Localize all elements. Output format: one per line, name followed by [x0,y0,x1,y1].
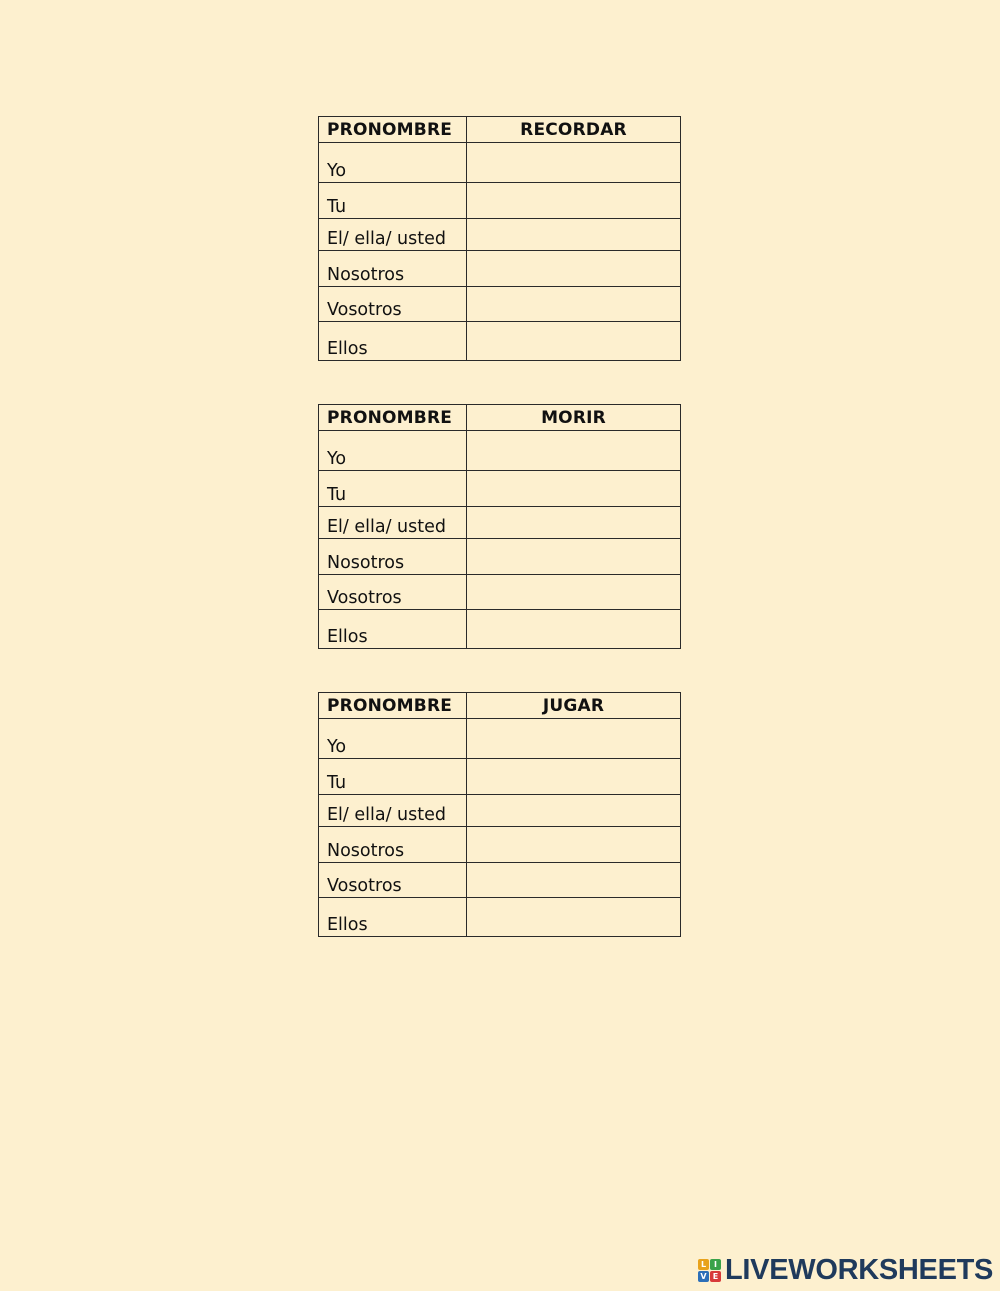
verb-header: RECORDAR [467,117,681,143]
logo-mark-v: V [698,1271,709,1282]
answer-cell[interactable] [467,827,681,863]
table-header-row [319,405,681,431]
table-row [319,471,681,507]
pronoun-cell: Vosotros [319,287,467,322]
pronoun-cell: Ellos [319,898,467,937]
verb-header: MORIR [467,405,681,431]
logo-mark-i: I [710,1259,721,1270]
logo-mark-e: E [710,1271,721,1282]
table-row [319,322,681,361]
answer-cell[interactable] [467,759,681,795]
answer-cell[interactable] [467,322,681,361]
pronoun-cell: Nosotros [319,251,467,287]
answer-cell[interactable] [467,795,681,827]
pronoun-cell: Nosotros [319,827,467,863]
answer-cell[interactable] [467,610,681,649]
table-row [319,759,681,795]
pronoun-cell: El/ ella/ usted [319,507,467,539]
answer-cell[interactable] [467,183,681,219]
answer-cell[interactable] [467,719,681,759]
conjugation-table-morir [318,404,681,649]
pronoun-cell: Nosotros [319,539,467,575]
table-row [319,507,681,539]
pronoun-header: PRONOMBRE [319,693,467,719]
table-row [319,539,681,575]
table-row [319,219,681,251]
answer-cell[interactable] [467,287,681,322]
pronoun-cell: Yo [319,143,467,183]
conjugation-table-jugar [318,692,681,937]
pronoun-cell: Yo [319,431,467,471]
pronoun-cell: Yo [319,719,467,759]
pronoun-cell: Tu [319,183,467,219]
table-row [319,575,681,610]
answer-cell[interactable] [467,219,681,251]
answer-cell[interactable] [467,251,681,287]
logo-mark-l: L [698,1259,709,1270]
table-row [319,898,681,937]
pronoun-cell: Tu [319,759,467,795]
logo-text: LIVEWORKSHEETS [725,1253,994,1286]
table-row [319,827,681,863]
pronoun-cell: Ellos [319,610,467,649]
answer-cell[interactable] [467,898,681,937]
answer-cell[interactable] [467,575,681,610]
table-row [319,863,681,898]
table-row [319,251,681,287]
pronoun-header: PRONOMBRE [319,405,467,431]
answer-cell[interactable] [467,143,681,183]
table-row [319,431,681,471]
pronoun-cell: Vosotros [319,575,467,610]
logo-mark-icon [698,1259,721,1282]
pronoun-cell: Ellos [319,322,467,361]
pronoun-cell: El/ ella/ usted [319,219,467,251]
answer-cell[interactable] [467,471,681,507]
pronoun-cell: El/ ella/ usted [319,795,467,827]
table-row [319,795,681,827]
verb-header: JUGAR [467,693,681,719]
conjugation-table-recordar [318,116,681,361]
table-row [319,287,681,322]
table-row [319,719,681,759]
liveworksheets-logo [698,1253,994,1286]
table-header-row [319,117,681,143]
pronoun-header: PRONOMBRE [319,117,467,143]
answer-cell[interactable] [467,539,681,575]
pronoun-cell: Vosotros [319,863,467,898]
pronoun-cell: Tu [319,471,467,507]
answer-cell[interactable] [467,507,681,539]
table-row [319,143,681,183]
table-header-row [319,693,681,719]
answer-cell[interactable] [467,863,681,898]
answer-cell[interactable] [467,431,681,471]
table-row [319,610,681,649]
table-row [319,183,681,219]
